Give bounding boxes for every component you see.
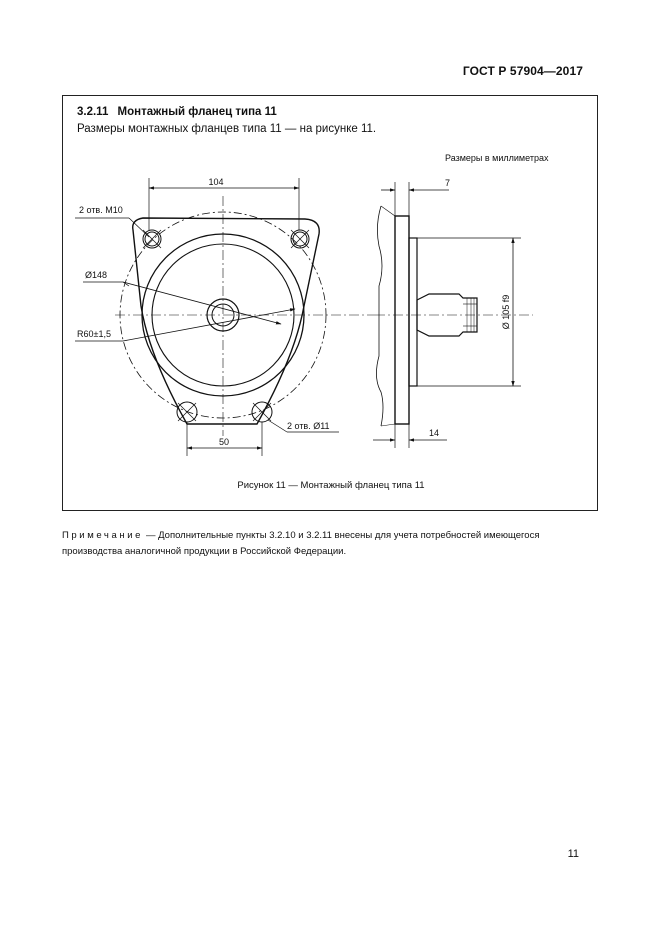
dim-50: 50 (218, 437, 230, 447)
dim-7: 7 (445, 178, 451, 188)
figure-frame (62, 95, 598, 511)
note-label: Примечание (62, 530, 143, 541)
dim-104: 104 (208, 177, 224, 187)
dim-diameter-148: Ø148 (85, 270, 108, 280)
figure-caption: Рисунок 11 — Монтажный фланец типа 11 (237, 480, 425, 491)
dim-through-holes: 2 отв. Ø11 (287, 421, 330, 431)
section-number: 3.2.11 (77, 106, 109, 118)
units-note: Размеры в миллиметрах (445, 153, 549, 163)
section-title: Монтажный фланец типа 11 (117, 106, 277, 118)
break-line (376, 206, 383, 426)
page-number: 11 (567, 848, 579, 860)
dim-radius: R60±1,5 (77, 329, 111, 339)
note-text: — Дополнительные пункты 3.2.10 и 3.2.11 внесены для учета потребностей имеющегося производства аналогичной продукции в Российской Федерации. (62, 530, 540, 557)
dim-14: 14 (429, 428, 440, 438)
side-pilot (409, 238, 417, 386)
dim-pilot-diameter: Ø 105 f9 (501, 294, 511, 330)
document-code: ГОСТ Р 57904—2017 (462, 64, 583, 78)
side-flange-plate (395, 216, 409, 424)
flange-drawing (63, 96, 599, 512)
footnote (62, 528, 598, 560)
section-text: Размеры монтажных фланцев типа 11 — на рисунке 11. (77, 123, 377, 135)
dim-threaded-holes: 2 отв. М10 (79, 205, 123, 215)
flange-outline (133, 218, 320, 424)
